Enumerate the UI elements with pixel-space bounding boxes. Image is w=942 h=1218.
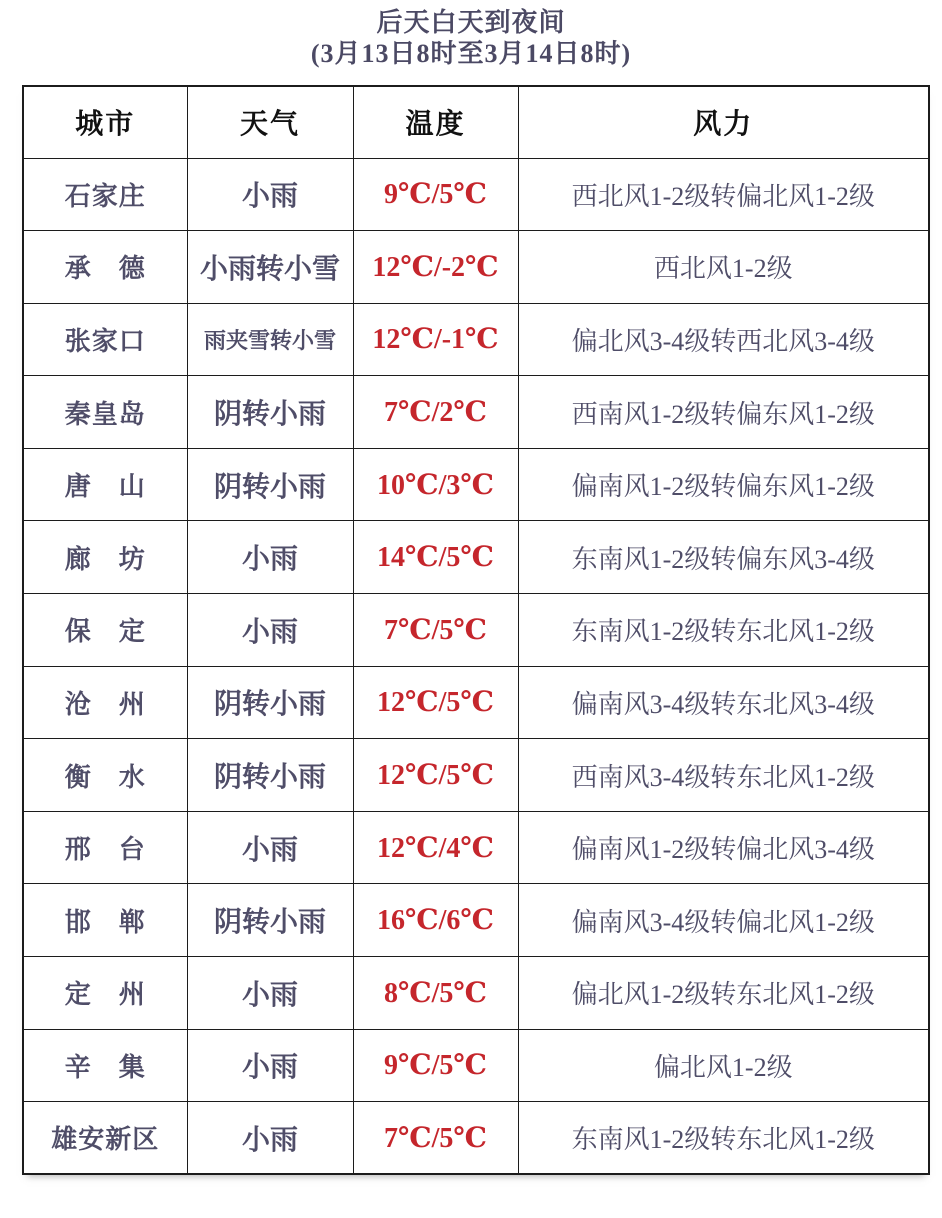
- wind-cell: 西北风1-2级: [518, 231, 929, 304]
- city-cell: 邯 郸: [23, 884, 187, 957]
- temperature-cell: 12℃/5℃: [353, 739, 518, 812]
- table-row: [23, 957, 929, 1030]
- temperature-cell: 7℃/2℃: [353, 376, 518, 449]
- table-row: [23, 811, 929, 884]
- weather-cell: 阴转小雨: [187, 884, 353, 957]
- page-title: [0, 0, 942, 69]
- weather-cell: 小雨: [187, 811, 353, 884]
- col-header-city: 城市: [23, 86, 187, 158]
- city-cell: 唐 山: [23, 448, 187, 521]
- weather-cell: 阴转小雨: [187, 376, 353, 449]
- temperature-cell: 7℃/5℃: [353, 594, 518, 667]
- table-row: [23, 521, 929, 594]
- table-row: [23, 158, 929, 231]
- wind-cell: 东南风1-2级转东北风1-2级: [518, 594, 929, 667]
- forecast-table: [22, 85, 930, 1175]
- table-row: [23, 1102, 929, 1175]
- temperature-cell: 9℃/5℃: [353, 1029, 518, 1102]
- wind-cell: 东南风1-2级转东北风1-2级: [518, 1102, 929, 1175]
- table-row: [23, 884, 929, 957]
- col-header-weather: 天气: [187, 86, 353, 158]
- temperature-cell: 8℃/5℃: [353, 957, 518, 1030]
- weather-cell: 小雨: [187, 957, 353, 1030]
- city-cell: 保 定: [23, 594, 187, 667]
- wind-cell: 西北风1-2级转偏北风1-2级: [518, 158, 929, 231]
- weather-cell: 小雨: [187, 1102, 353, 1175]
- wind-cell: 西南风1-2级转偏东风1-2级: [518, 376, 929, 449]
- weather-cell: 雨夹雪转小雪: [187, 303, 353, 376]
- temperature-cell: 12℃/-1℃: [353, 303, 518, 376]
- wind-cell: 西南风3-4级转东北风1-2级: [518, 739, 929, 812]
- city-cell: 廊 坊: [23, 521, 187, 594]
- title-line-2: (3月13日8时至3月14日8时): [310, 39, 632, 68]
- wind-cell: 偏南风1-2级转偏东风1-2级: [518, 448, 929, 521]
- wind-cell: 偏北风3-4级转西北风3-4级: [518, 303, 929, 376]
- weather-cell: 阴转小雨: [187, 739, 353, 812]
- col-header-temperature: 温度: [353, 86, 518, 158]
- table-row: [23, 303, 929, 376]
- wind-cell: 偏南风3-4级转偏北风1-2级: [518, 884, 929, 957]
- city-cell: 秦皇岛: [23, 376, 187, 449]
- temperature-cell: 9℃/5℃: [353, 158, 518, 231]
- temperature-cell: 10℃/3℃: [353, 448, 518, 521]
- weather-cell: 小雨: [187, 521, 353, 594]
- wind-cell: 东南风1-2级转偏东风3-4级: [518, 521, 929, 594]
- table-row: [23, 666, 929, 739]
- col-header-wind: 风力: [518, 86, 929, 158]
- city-cell: 承 德: [23, 231, 187, 304]
- weather-cell: 阴转小雨: [187, 448, 353, 521]
- weather-cell: 小雨: [187, 1029, 353, 1102]
- city-cell: 沧 州: [23, 666, 187, 739]
- table-row: [23, 1029, 929, 1102]
- city-cell: 衡 水: [23, 739, 187, 812]
- temperature-cell: 7℃/5℃: [353, 1102, 518, 1175]
- weather-cell: 小雨: [187, 594, 353, 667]
- table-row: [23, 594, 929, 667]
- table-row: [23, 231, 929, 304]
- temperature-cell: 12℃/5℃: [353, 666, 518, 739]
- title-line-1: 后天白天到夜间: [376, 8, 566, 37]
- city-cell: 张家口: [23, 303, 187, 376]
- city-cell: 雄安新区: [23, 1102, 187, 1175]
- wind-cell: 偏北风1-2级转东北风1-2级: [518, 957, 929, 1030]
- city-cell: 邢 台: [23, 811, 187, 884]
- temperature-cell: 12℃/-2℃: [353, 231, 518, 304]
- city-cell: 辛 集: [23, 1029, 187, 1102]
- table-row: [23, 376, 929, 449]
- table-row: [23, 448, 929, 521]
- table-row: [23, 739, 929, 812]
- temperature-cell: 12℃/4℃: [353, 811, 518, 884]
- weather-cell: 阴转小雨: [187, 666, 353, 739]
- temperature-cell: 16℃/6℃: [353, 884, 518, 957]
- wind-cell: 偏南风3-4级转东北风3-4级: [518, 666, 929, 739]
- header-row: [23, 86, 929, 158]
- weather-cell: 小雨转小雪: [187, 231, 353, 304]
- city-cell: 石家庄: [23, 158, 187, 231]
- wind-cell: 偏北风1-2级: [518, 1029, 929, 1102]
- city-cell: 定 州: [23, 957, 187, 1030]
- weather-cell: 小雨: [187, 158, 353, 231]
- temperature-cell: 14℃/5℃: [353, 521, 518, 594]
- wind-cell: 偏南风1-2级转偏北风3-4级: [518, 811, 929, 884]
